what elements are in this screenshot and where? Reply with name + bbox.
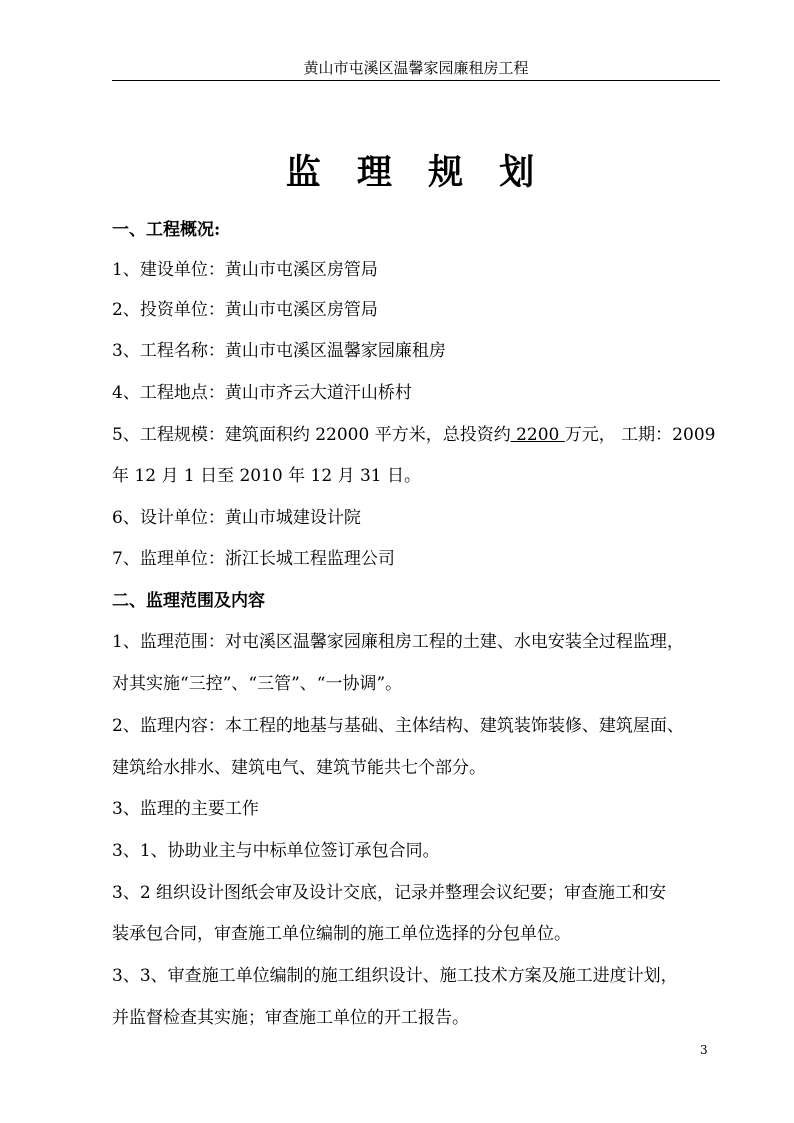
work-item-3-2-line-1: 3、2 组织设计图纸会审及设计交底，记录并整理会议纪要；审查施工和安 [112, 883, 667, 903]
work-item-3-2-line-2: 装承包合同，审查施工单位编制的施工单位选择的分包单位。 [112, 924, 571, 944]
scope-heading: 二、监理范围及内容 [112, 591, 265, 611]
scale-text: 5、工程规模：建筑面积约 22000 平方米，总投资约 [112, 425, 511, 445]
overview-item-5 [112, 423, 724, 447]
work-item-3-3-line-2: 并监督检查其实施；审查施工单位的开工报告。 [112, 1008, 469, 1028]
overview-item-5-continuation: 年 12 月 1 日至 2010 年 12 月 31 日。 [112, 466, 422, 486]
work-item-3-3-line-1: 3、3、审查施工单位编制的施工组织设计、施工技术方案及施工进度计划， [112, 966, 678, 986]
overview-item-4: 4、工程地点：黄山市齐云大道汗山桥村 [112, 383, 412, 403]
overview-item-7: 7、监理单位：浙江长城工程监理公司 [112, 549, 395, 569]
scope-line-1: 1、监理范围：对屯溪区温馨家园廉租房工程的土建、水电安装全过程监理， [112, 632, 684, 652]
header-rule [112, 80, 720, 81]
main-work-heading: 3、监理的主要工作 [112, 799, 259, 819]
page-number: 3 [700, 1043, 708, 1057]
overview-item-3: 3、工程名称：黄山市屯溪区温馨家园廉租房 [112, 341, 446, 361]
work-item-3-1: 3、1、协助业主与中标单位签订承包合同。 [112, 841, 440, 861]
overview-heading: 一、工程概况: [112, 220, 221, 240]
page-header: 黄山市屯溪区温馨家园廉租房工程 [303, 59, 529, 77]
overview-item-2: 2、投资单位：黄山市屯溪区房管局 [112, 300, 378, 320]
content-line-2: 建筑给水排水、建筑电气、建筑节能共七个部分。 [112, 758, 486, 778]
overview-item-1: 1、建设单位：黄山市屯溪区房管局 [112, 260, 378, 280]
content-line-1: 2、监理内容：本工程的地基与基础、主体结构、建筑装饰装修、建筑屋面、 [112, 716, 684, 736]
schedule-text: 万元， 工期：2009 [564, 425, 716, 445]
scope-line-2: 对其实施“三控”、“三管”、“一协调”。 [112, 674, 403, 694]
investment-amount: 2200 [510, 425, 565, 445]
document-title: 监 理 规 划 [285, 152, 547, 193]
overview-item-6: 6、设计单位：黄山市城建设计院 [112, 508, 361, 528]
